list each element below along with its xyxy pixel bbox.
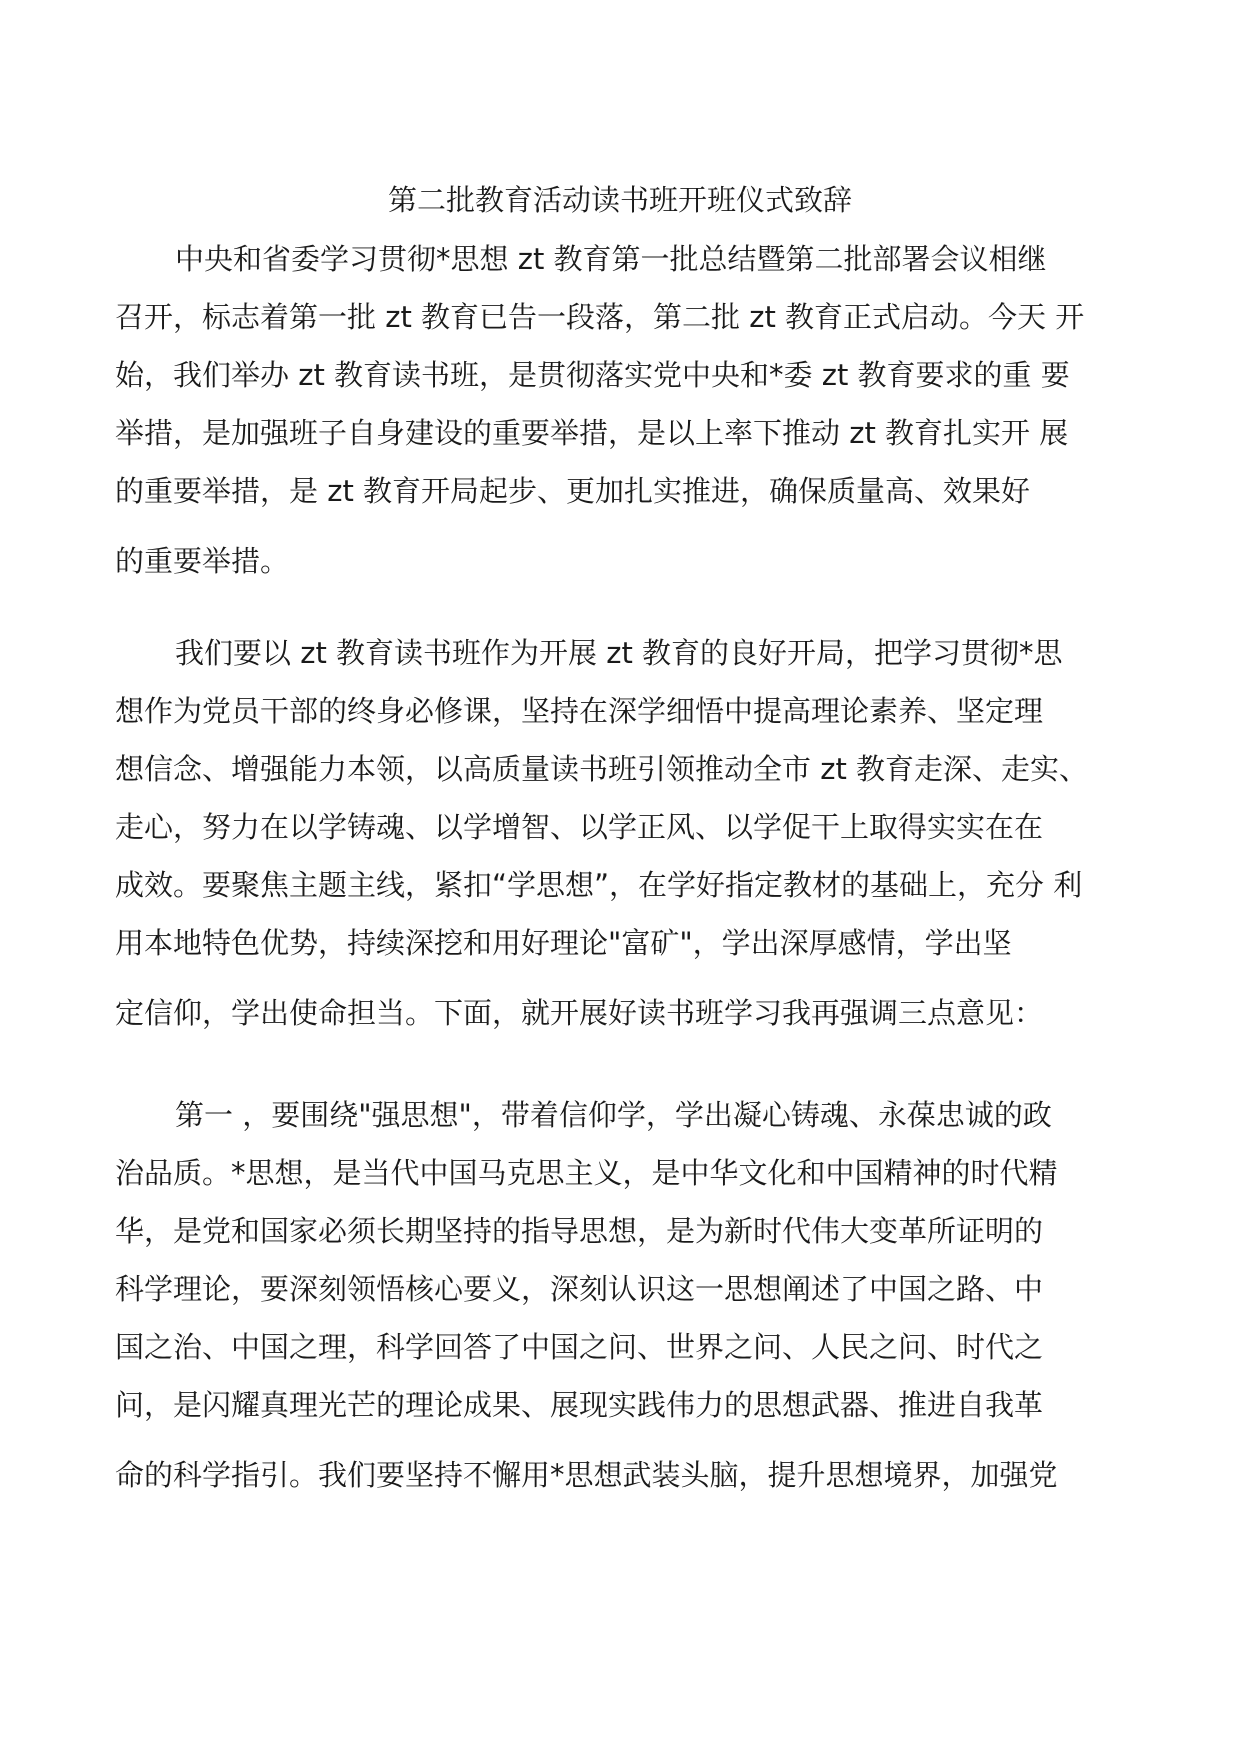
paragraph-line: 想作为党员干部的终身必修课，坚持在深学细悟中提高理论素养、坚定理 bbox=[115, 694, 1044, 728]
paragraph-line: 我们要以 zt 教育读书班作为开展 zt 教育的良好开局，把学习贯彻*思 bbox=[175, 636, 1063, 670]
paragraph-line: 举措，是加强班子自身建设的重要举措，是以上率下推动 zt 教育扎实开 展 bbox=[115, 416, 1069, 450]
paragraph-line: 成效。要聚焦主题主线，紧扣“学思想”，在学好指定教材的基础上，充分 利 bbox=[115, 868, 1083, 902]
paragraph-line: 第一 ，要围绕"强思想"，带着信仰学，学出凝心铸魂、永葆忠诚的政 bbox=[175, 1098, 1052, 1132]
paragraph-line: 定信仰，学出使命担当。下面，就开展好读书班学习我再强调三点意见： bbox=[115, 996, 1044, 1030]
paragraph-line: 国之治、中国之理，科学回答了中国之问、世界之问、人民之问、时代之 bbox=[115, 1330, 1044, 1364]
paragraph-line: 想信念、增强能力本领，以高质量读书班引领推动全市 zt 教育走深、走实、 bbox=[115, 752, 1089, 786]
paragraph-line: 问，是闪耀真理光芒的理论成果、展现实践伟力的思想武器、推进自我革 bbox=[115, 1388, 1044, 1422]
paragraph-line: 的重要举措。 bbox=[115, 544, 290, 578]
paragraph-1 bbox=[115, 230, 1135, 590]
paragraph-line: 命的科学指引。我们要坚持不懈用*思想武装头脑，提升思想境界，加强党 bbox=[115, 1458, 1058, 1492]
paragraph-2 bbox=[115, 624, 1135, 1042]
paragraph-line: 走心，努力在以学铸魂、以学增智、以学正风、以学促干上取得实实在在 bbox=[115, 810, 1044, 844]
paragraph-line: 召开，标志着第一批 zt 教育已告一段落，第二批 zt 教育正式启动。今天 开 bbox=[115, 300, 1085, 334]
document-title: 第二批教育活动读书班开班仪式致辞 bbox=[387, 183, 852, 217]
paragraph-line: 科学理论，要深刻领悟核心要义，深刻认识这一思想阐述了中国之路、中 bbox=[115, 1272, 1044, 1306]
paragraph-line: 用本地特色优势，持续深挖和用好理论"富矿"，学出深厚感情，学出坚 bbox=[115, 926, 1012, 960]
paragraph-line: 始，我们举办 zt 教育读书班，是贯彻落实党中央和*委 zt 教育要求的重 要 bbox=[115, 358, 1070, 392]
paragraph-line: 中央和省委学习贯彻*思想 zt 教育第一批总结暨第二批部署会议相继 bbox=[175, 242, 1047, 276]
paragraph-line: 的重要举措，是 zt 教育开局起步、更加扎实推进，确保质量高、效果好 bbox=[115, 474, 1031, 508]
paragraph-3 bbox=[115, 1086, 1135, 1504]
paragraph-line: 华，是党和国家必须长期坚持的指导思想，是为新时代伟大变革所证明的 bbox=[115, 1214, 1044, 1248]
paragraph-line: 治品质。*思想，是当代中国马克思主义，是中华文化和中国精神的时代精 bbox=[115, 1156, 1058, 1190]
